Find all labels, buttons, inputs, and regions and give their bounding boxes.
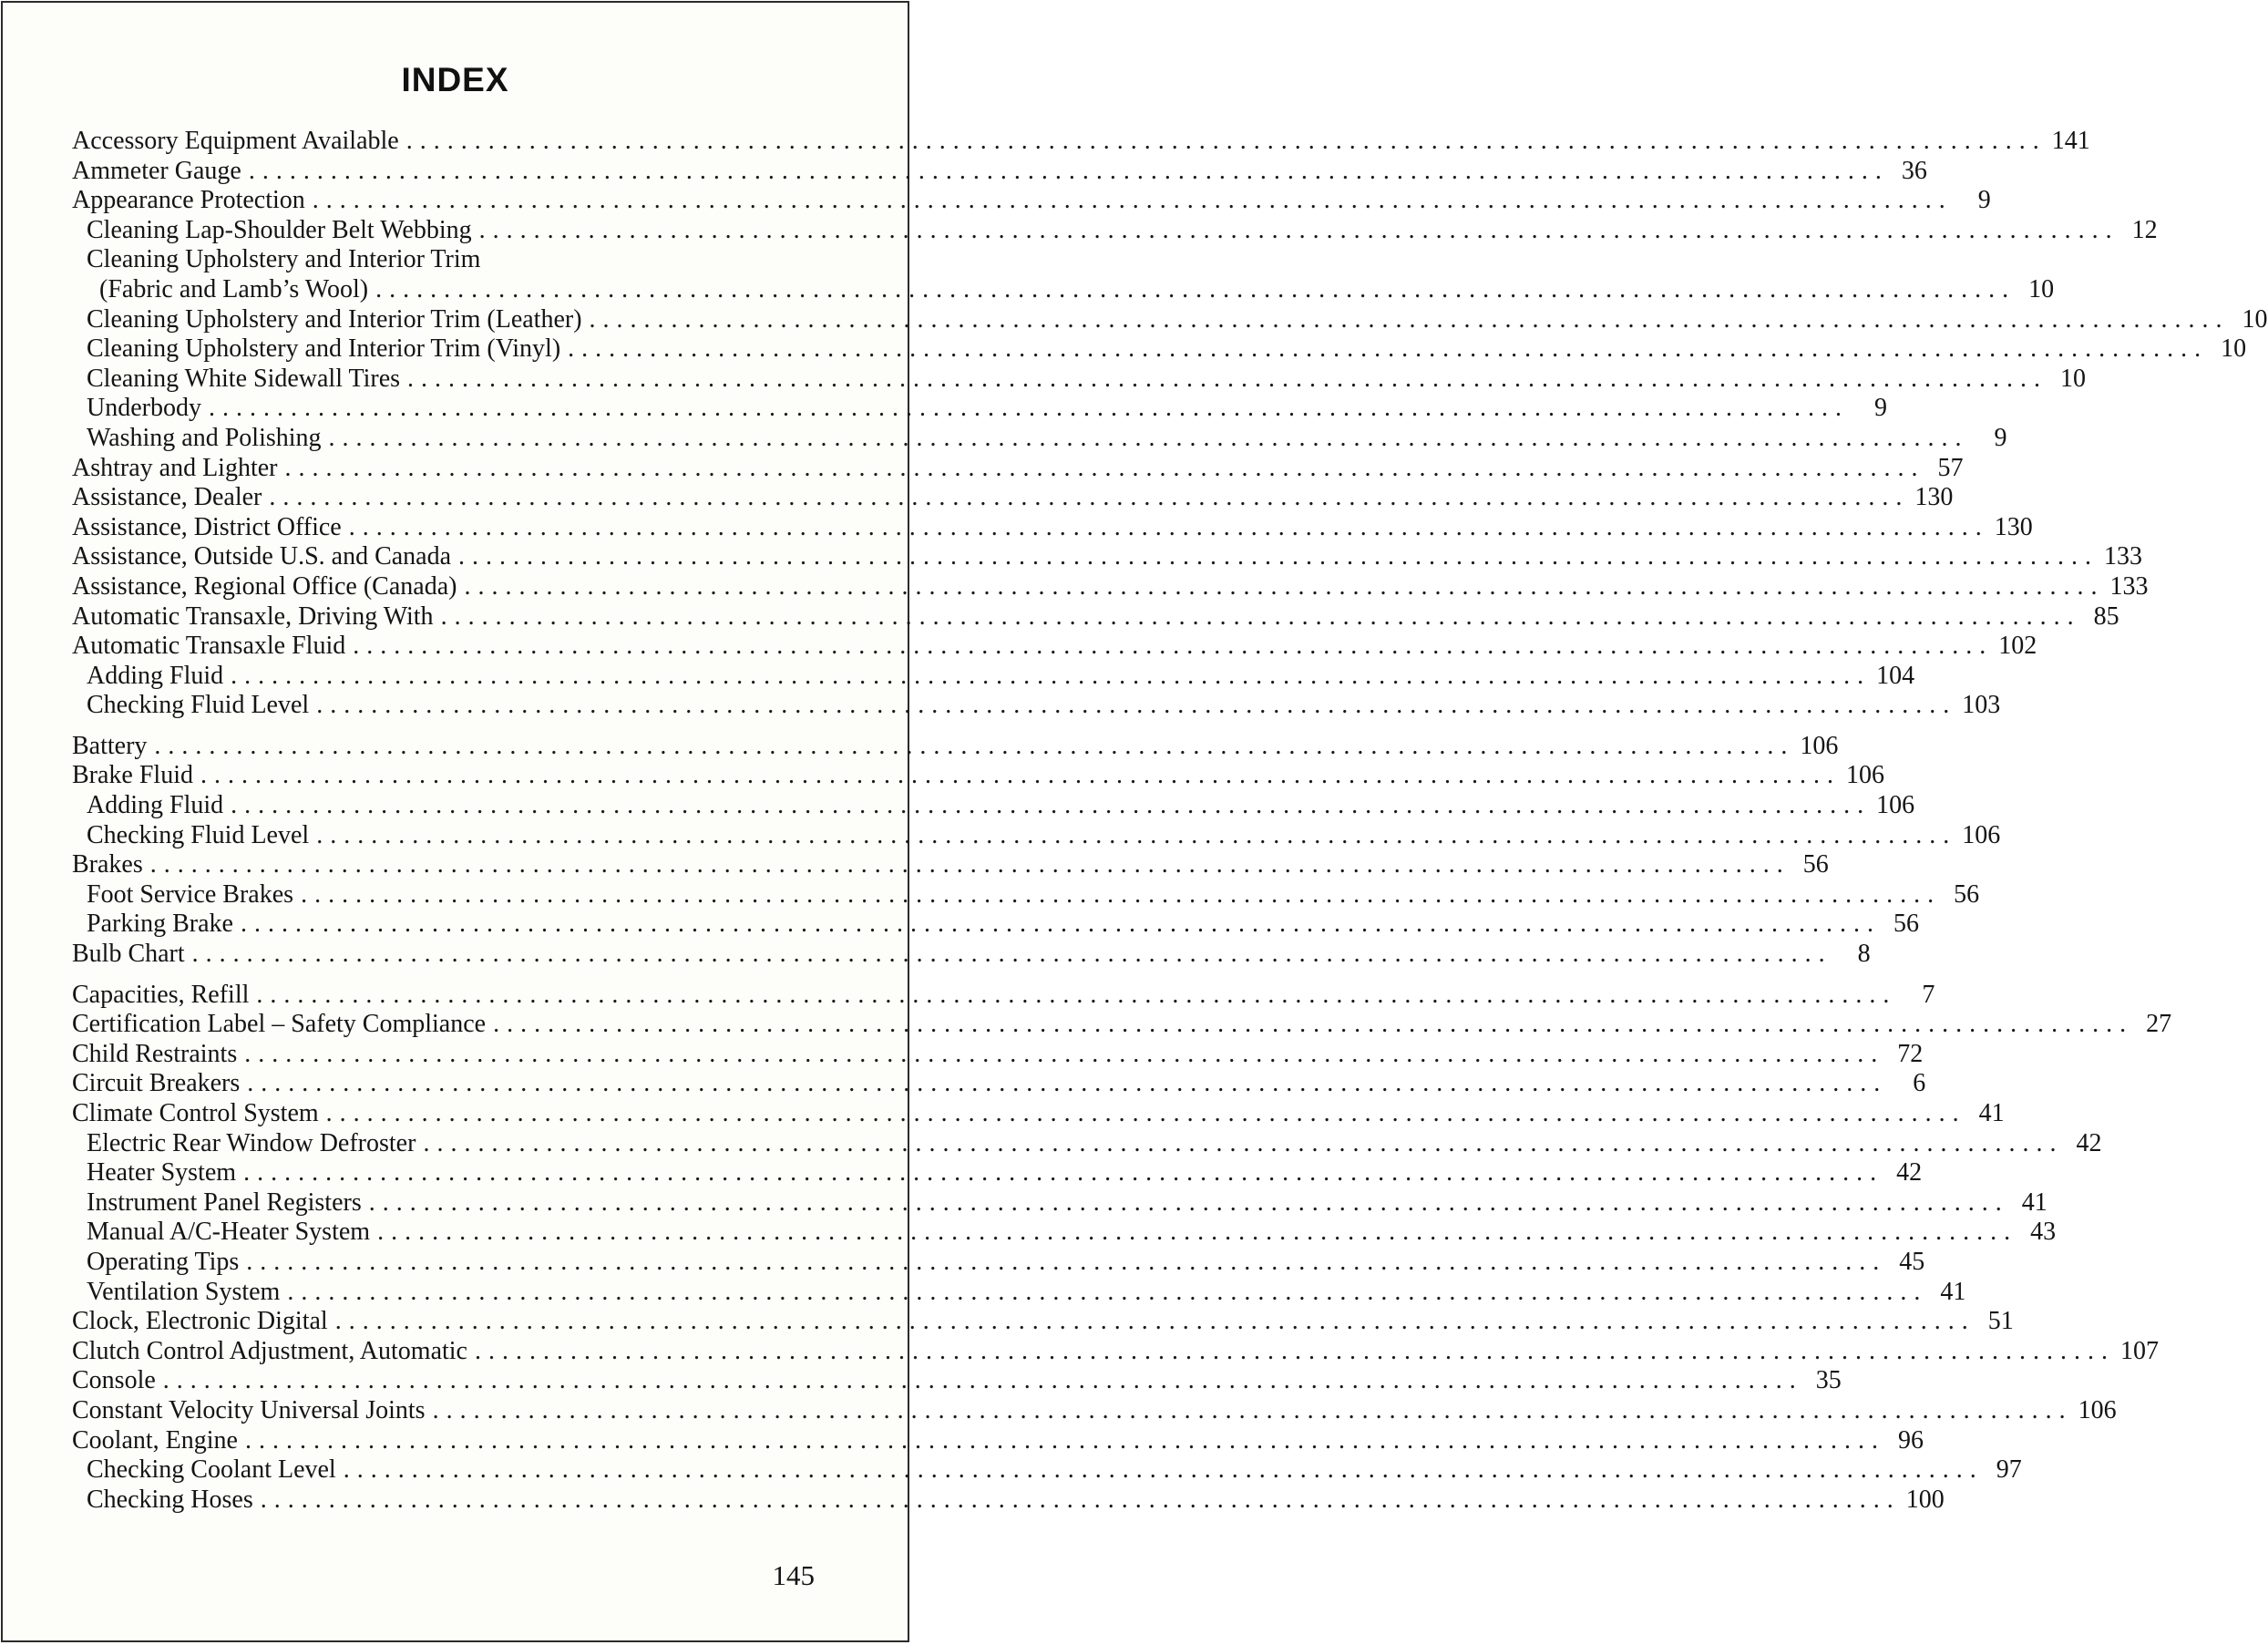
dot-leader: ........................................................................................................................ — [200, 761, 1841, 790]
index-entry-text: Instrument Panel Registers — [87, 1187, 362, 1217]
index-entry — [72, 1069, 1926, 1099]
index-entry-page: 130 — [1914, 483, 1954, 512]
index-entry-page: 104 — [1876, 661, 1915, 690]
dot-leader: ........................................................................................................................ — [589, 304, 2230, 334]
index-entry-page: 9 — [1977, 186, 1991, 215]
index-entry-page: 8 — [1857, 940, 1871, 969]
index-entry-page: 42 — [2076, 1128, 2102, 1157]
dot-leader: ........................................................................................................................ — [269, 483, 1910, 512]
index-entry-text: Parking Brake — [87, 910, 233, 939]
dot-leader: ........................................................................................................................ — [334, 1307, 1976, 1336]
index-entry — [72, 304, 2268, 335]
index-entry-text: Assistance, District Office — [72, 512, 342, 541]
dot-leader: ........................................................................................................................ — [243, 1158, 1884, 1187]
dot-leader: ........................................................................................................................ — [493, 1010, 2134, 1039]
index-entry-page: 35 — [1815, 1366, 1842, 1395]
dot-leader: ........................................................................................................................ — [260, 1485, 1901, 1514]
index-entry — [72, 1247, 1925, 1278]
index-entry-page: 107 — [2120, 1336, 2159, 1365]
index-entry-page: 102 — [1998, 632, 2037, 661]
index-entry-page: 96 — [1897, 1425, 1924, 1455]
index-entry-text: Cleaning Upholstery and Interior Trim (Vinyl) — [87, 334, 561, 364]
index-entry-page: 10 — [2060, 364, 2087, 393]
dot-leader: ........................................................................................................................ — [246, 1247, 1887, 1276]
index-entry — [72, 334, 2247, 365]
index-entry-text: Climate Control System — [72, 1099, 319, 1127]
index-entry-page: 45 — [1899, 1247, 1925, 1276]
index-entry — [72, 1425, 1924, 1456]
index-entry-text: Certification Label – Safety Compliance — [72, 1010, 487, 1039]
index-entry-text: Circuit Breakers — [72, 1069, 241, 1098]
dot-leader: ........................................................................................................................ — [244, 1425, 1885, 1455]
index-entry-text: Cleaning Upholstery and Interior Trim (Leather) — [87, 304, 582, 334]
index-entry — [72, 1366, 1842, 1396]
index-entry-text: Automatic Transaxle, Driving With — [72, 601, 434, 631]
dot-leader: ........................................................................................................................ — [348, 512, 1989, 541]
index-entry — [72, 274, 2055, 305]
index-entry-page: 12 — [2131, 215, 2158, 244]
index-entry-page: 103 — [1962, 691, 2001, 720]
index-entry-text: Accessory Equipment Available — [72, 127, 399, 155]
index-entry-page: 42 — [1896, 1158, 1923, 1187]
index-entry-text: Adding Fluid — [87, 791, 224, 820]
page-number: 145 — [772, 1559, 815, 1591]
index-entry — [72, 1395, 2117, 1426]
index-entry-page: 6 — [1913, 1069, 1926, 1098]
index-entry-page: 130 — [1994, 512, 2033, 541]
index-entry-text: Brake Fluid — [72, 761, 193, 790]
index-entry — [72, 1010, 2172, 1040]
index-entry-text: Automatic Transaxle Fluid — [72, 632, 346, 661]
dot-leader: ........................................................................................................................ — [312, 186, 1953, 215]
dot-leader: ........................................................................................................................ — [247, 1069, 1888, 1098]
index-entry-text: Manual A/C-Heater System — [87, 1218, 371, 1247]
index-entry-text: Assistance, Dealer — [72, 483, 262, 512]
dot-leader: ........................................................................................................................ — [149, 850, 1791, 879]
index-entry-text: Constant Velocity Universal Joints — [72, 1395, 426, 1424]
index-entry — [72, 542, 2143, 572]
index-list — [72, 127, 2268, 1515]
index-entry-page: 106 — [2078, 1395, 2117, 1424]
index-entry-text: Cleaning Upholstery and Interior Trim — [87, 245, 481, 274]
dot-leader: ........................................................................................................................ — [316, 820, 1957, 849]
index-entry — [72, 879, 1980, 910]
index-entry-text: Heater System — [87, 1158, 237, 1187]
index-entry-text: Coolant, Engine — [72, 1425, 238, 1455]
index-entry-text: Clutch Control Adjustment, Automatic — [72, 1336, 467, 1365]
index-entry — [72, 761, 1884, 791]
dot-leader: ........................................................................................................................ — [432, 1395, 2073, 1424]
index-entry — [72, 571, 2149, 602]
index-entry — [72, 691, 2001, 721]
dot-leader: ........................................................................................................................ — [325, 1099, 1966, 1127]
dot-leader: ........................................................................................................................ — [256, 980, 1897, 1009]
index-entry — [72, 1485, 1945, 1516]
index-entry — [72, 127, 2090, 157]
index-entry-page: 41 — [1978, 1099, 2005, 1127]
index-entry-text: Foot Service Brakes — [87, 879, 294, 909]
dot-leader: ........................................................................................................................ — [368, 1187, 2009, 1217]
index-entry-page: 85 — [2093, 601, 2119, 631]
document-page — [1, 1, 2268, 1642]
dot-leader: ........................................................................................................................ — [458, 542, 2099, 571]
index-entry-page: 106 — [1846, 761, 1884, 790]
index-entry — [72, 1218, 2057, 1248]
index-entry-page: 100 — [1905, 1485, 1945, 1514]
index-entry — [72, 791, 1915, 821]
dot-leader: ........................................................................................................................ — [208, 394, 1849, 423]
index-entry-text: Appearance Protection — [72, 186, 305, 215]
dot-leader: ........................................................................................................................ — [240, 910, 1881, 939]
index-entry-page: 57 — [1937, 453, 1964, 482]
index-entry — [72, 1307, 2014, 1337]
index-entry — [72, 512, 2033, 543]
dot-leader: ........................................................................................................................ — [375, 274, 2017, 303]
index-entry-page: 56 — [1802, 850, 1829, 879]
index-entry-page: 9 — [1873, 394, 1887, 423]
index-entry — [72, 940, 1871, 970]
dot-leader: ........................................................................................................................ — [405, 127, 2047, 155]
index-entry-text: Checking Coolant Level — [87, 1455, 336, 1485]
index-entry — [72, 980, 1935, 1011]
index-entry — [72, 1128, 2102, 1159]
index-entry-text: Checking Fluid Level — [87, 820, 310, 849]
index-entry-text: Assistance, Outside U.S. and Canada — [72, 542, 452, 571]
index-entry — [72, 186, 1991, 216]
index-entry-text: Electric Rear Window Defroster — [87, 1128, 416, 1157]
dot-leader: ........................................................................................................................ — [231, 661, 1872, 690]
index-entry-page: 36 — [1901, 156, 1927, 185]
dot-leader: ........................................................................................................................ — [478, 215, 2119, 244]
index-entry — [72, 1158, 1923, 1188]
index-entry — [72, 1187, 2047, 1218]
index-entry — [72, 394, 1887, 424]
index-entry-page: 41 — [2021, 1187, 2047, 1217]
index-entry-text: Brakes — [72, 850, 143, 879]
index-entry — [72, 632, 2037, 662]
index-entry-text: Child Restraints — [72, 1039, 238, 1068]
dot-leader: ........................................................................................................................ — [328, 423, 1969, 452]
index-entry-page: 10 — [2221, 334, 2247, 364]
index-entry — [72, 731, 1839, 762]
dot-leader: ........................................................................................................................ — [423, 1128, 2064, 1157]
index-entry-text: Checking Hoses — [87, 1485, 253, 1514]
dot-leader: ........................................................................................................................ — [377, 1218, 2018, 1247]
index-entry-text: Ashtray and Lighter — [72, 453, 278, 482]
index-entry — [72, 215, 2158, 246]
index-entry-text: Console — [72, 1366, 156, 1395]
dot-leader: ........................................................................................................................ — [353, 632, 1994, 661]
index-entry — [72, 1039, 1924, 1070]
dot-leader: ........................................................................................................................ — [162, 1366, 1803, 1395]
index-entry-page: 10 — [2028, 274, 2055, 303]
index-entry-page: 97 — [1996, 1455, 2022, 1485]
index-entry-page: 41 — [1940, 1277, 1966, 1306]
dot-leader: ........................................................................................................................ — [154, 731, 1795, 760]
page-title: INDEX — [401, 61, 509, 98]
dot-leader: ........................................................................................................................ — [343, 1455, 1984, 1485]
index-entry — [72, 1455, 2022, 1486]
index-entry-text: Checking Fluid Level — [87, 691, 310, 720]
index-entry-text: Operating Tips — [87, 1247, 240, 1276]
index-entry-text: Clock, Electronic Digital — [72, 1307, 328, 1336]
index-entry-page: 106 — [1962, 820, 2001, 849]
index-entry — [72, 1099, 2005, 1129]
index-entry-page: 106 — [1800, 731, 1839, 760]
index-entry-text: (Fabric and Lamb’s Wool) — [99, 274, 369, 303]
index-entry-page: 7 — [1922, 980, 1935, 1009]
index-entry-page: 43 — [2030, 1218, 2057, 1247]
dot-leader: ........................................................................................................................ — [248, 156, 1889, 185]
index-entry-page: 56 — [1954, 879, 1980, 909]
dot-leader: ........................................................................................................................ — [475, 1336, 2115, 1365]
dot-leader: ........................................................................................................................ — [231, 791, 1872, 820]
index-entry-page: 9 — [1994, 423, 2007, 452]
index-entry — [72, 364, 2087, 395]
index-entry-page: 56 — [1893, 910, 1919, 939]
index-entry-text: Battery — [72, 731, 148, 760]
dot-leader: ........................................................................................................................ — [407, 364, 2048, 393]
index-entry — [72, 1336, 2159, 1367]
index-entry — [72, 910, 1919, 940]
index-entry — [72, 601, 2119, 632]
index-entry-text: Washing and Polishing — [87, 423, 322, 452]
index-entry — [72, 820, 2001, 851]
dot-leader: ........................................................................................................................ — [244, 1039, 1885, 1068]
index-entry-page: 106 — [1876, 791, 1915, 820]
index-entry-page: 72 — [1897, 1039, 1924, 1068]
index-entry — [72, 850, 1829, 880]
index-entry-text: Assistance, Regional Office (Canada) — [72, 571, 457, 601]
dot-leader: ........................................................................................................................ — [287, 1277, 1928, 1306]
index-entry-text: Adding Fluid — [87, 661, 224, 690]
index-entry-page: 133 — [2109, 571, 2149, 601]
index-entry-text: Cleaning Lap-Shoulder Belt Webbing — [87, 215, 472, 244]
index-entry — [72, 1277, 1966, 1308]
dot-leader: ........................................................................................................................ — [284, 453, 1925, 482]
dot-leader: ........................................................................................................................ — [191, 940, 1832, 969]
index-entry — [72, 661, 1915, 692]
dot-leader: ........................................................................................................................ — [301, 879, 1942, 909]
index-entry-page: 10 — [2242, 304, 2268, 334]
index-entry-text: Ventilation System — [87, 1277, 281, 1306]
index-entry-text: Bulb Chart — [72, 940, 185, 969]
index-entry-text: Ammeter Gauge — [72, 156, 241, 185]
index-entry — [72, 453, 1964, 484]
dot-leader: ........................................................................................................................ — [316, 691, 1957, 720]
index-entry — [72, 483, 1954, 513]
index-entry-text: Cleaning White Sidewall Tires — [87, 364, 401, 393]
index-entry-page: 27 — [2146, 1010, 2172, 1039]
index-entry-page: 141 — [2051, 127, 2090, 155]
index-entry — [72, 156, 1927, 187]
dot-leader: ........................................................................................................................ — [440, 601, 2081, 631]
index-entry — [72, 423, 2007, 454]
index-entry-page: 133 — [2104, 542, 2143, 571]
dot-leader: ........................................................................................................................ — [568, 334, 2209, 364]
index-entry-page: 51 — [1987, 1307, 2014, 1336]
index-entry-text: Underbody — [87, 394, 201, 423]
index-entry — [72, 245, 837, 275]
dot-leader: ........................................................................................................................ — [464, 571, 2105, 601]
index-entry-text: Capacities, Refill — [72, 980, 250, 1009]
